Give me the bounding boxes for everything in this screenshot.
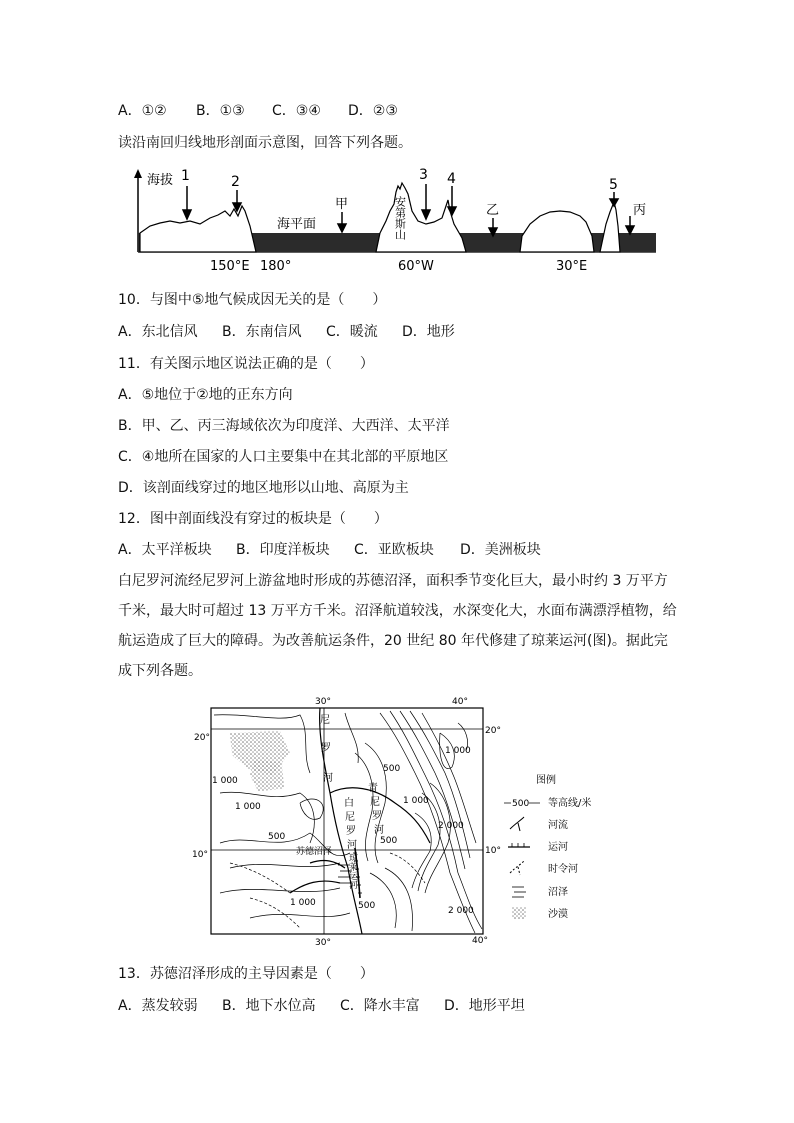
andes-label: 安第斯山 [393, 196, 407, 240]
point-label-2: 2 [231, 174, 240, 190]
q12-option-a: A．太平洋板块 [118, 542, 212, 558]
x-tick-30e: 30°E [556, 259, 588, 274]
x-tick-150e: 150°E [210, 259, 250, 274]
swamp-label: 苏德沼泽 [296, 847, 333, 857]
terrain-profile-figure [130, 166, 658, 278]
svg-text:河: 河 [374, 825, 384, 836]
q13-options [118, 996, 525, 1016]
lat-10-left: 10° [192, 850, 208, 860]
lat-20-left: 20° [194, 733, 210, 743]
sudd-map-figure [190, 693, 610, 947]
legend-swamp: 沼泽 [548, 887, 568, 898]
q9-option-a: A．①② [118, 103, 167, 119]
q9-options [118, 101, 398, 121]
point-label-5: 5 [609, 177, 618, 193]
swamp-legend-icon [512, 887, 526, 897]
q13-option-b: B．地下水位高 [222, 998, 316, 1014]
q11-option-c: C．④地所在国家的人口主要集中在其北部的平原地区 [118, 449, 449, 465]
seasonal-river-legend-icon [510, 861, 524, 875]
q11-option-d: D．该剖面线穿过的地区地形以山地、高原为主 [118, 480, 409, 496]
q13-option-a: A．蒸发较弱 [118, 998, 198, 1014]
x-tick-180: 180° [260, 259, 292, 274]
ocean-label-yi: 乙 [486, 203, 500, 218]
q13-stem: 13．苏德沼泽形成的主导因素是（ ） [118, 966, 374, 982]
svg-text:罗: 罗 [346, 826, 356, 837]
legend-seasonal-river: 时令河 [548, 864, 578, 875]
contour-label: 1 000 [212, 776, 238, 786]
point-label-1: 1 [181, 168, 190, 184]
sudd-map-svg [190, 693, 610, 947]
contour-label: 500 [383, 764, 401, 774]
q9-option-d: D．②③ [348, 103, 398, 119]
contour-label: 2 000 [438, 821, 464, 831]
q10-option-d: D．地形 [402, 324, 455, 340]
legend-desert: 沙漠 [548, 909, 568, 920]
desert-legend-icon [512, 907, 526, 919]
q11-option-b: B．甲、乙、丙三海域依次为印度洋、大西洋、太平洋 [118, 418, 450, 434]
contour-label: 500 [268, 832, 286, 842]
svg-text:尼: 尼 [320, 715, 330, 726]
canal-label: 琼莱运河 [347, 853, 357, 889]
q11-stem: 11．有关图示地区说法正确的是（ ） [118, 356, 374, 372]
map-legend [504, 773, 591, 920]
q12-options [118, 540, 541, 560]
svg-text:河: 河 [347, 840, 357, 851]
lon-30-bottom: 30° [315, 938, 331, 947]
q9-option-b: B．①③ [196, 103, 245, 119]
x-tick-60w: 60°W [398, 259, 434, 274]
point-label-3: 3 [419, 167, 428, 183]
madagascar-profile [600, 202, 620, 252]
legend-canal: 运河 [548, 842, 568, 853]
svg-text:白: 白 [344, 798, 354, 809]
svg-text:尼: 尼 [370, 797, 380, 808]
q10-option-a: A．东北信风 [118, 324, 198, 340]
svg-text:尼: 尼 [345, 812, 355, 823]
legend-contour: 等高线/米 [548, 798, 592, 809]
africa-profile [520, 211, 594, 252]
svg-text:罗: 罗 [372, 811, 382, 822]
section2-intro: 白尼罗河流经尼罗河上游盆地时形成的苏德沼泽，面积季节变化巨大，最小时约 3 万平方千米，最大时可超过 13 万平方千米。沼泽航道较浅，水深变化大，水面布满漂浮植物，给航运造成了巨大的障碍。为改善航运条件，20 世纪 80 年代修建了琼莱运河(图)。据此完成下列各题。 [118, 573, 677, 679]
legend-river: 河流 [548, 820, 568, 831]
australia-profile [140, 206, 256, 252]
q10-stem: 10．与图中⑤地气候成因无关的是（ ） [118, 292, 387, 308]
q12-option-c: C．亚欧板块 [354, 542, 434, 558]
point-label-4: 4 [447, 171, 456, 187]
section1-intro: 读沿南回归线地形剖面示意图，回答下列各题。 [118, 135, 412, 151]
svg-text:河: 河 [323, 773, 333, 784]
lon-40-bottom: 40° [472, 936, 488, 946]
lat-20-right: 20° [485, 726, 501, 736]
sea-level-label: 海平面 [277, 217, 317, 232]
q12-option-b: B．印度洋板块 [236, 542, 330, 558]
river-legend-icon [510, 817, 524, 831]
ocean-label-bing: 丙 [633, 203, 647, 218]
q10-option-c: C．暖流 [326, 324, 378, 340]
ocean-label-jia: 甲 [335, 197, 349, 212]
q10-options [118, 322, 455, 342]
legend-contour-value: 500 [512, 799, 530, 809]
contour-label: 500 [358, 901, 376, 911]
y-axis-label: 海拔 [147, 173, 174, 188]
contour-label: 1 000 [403, 796, 429, 806]
contour-label: 500 [380, 836, 398, 846]
terrain-profile-svg [130, 166, 658, 278]
contour-label: 2 000 [448, 906, 474, 916]
svg-text:罗: 罗 [321, 743, 331, 754]
contour-label: 1 000 [235, 802, 261, 812]
lat-10-right: 10° [485, 846, 501, 856]
contour-label: 1 000 [290, 898, 316, 908]
lon-30-top: 30° [315, 697, 331, 707]
q13-option-c: C．降水丰富 [340, 998, 420, 1014]
svg-text:青: 青 [368, 783, 378, 794]
q10-option-b: B．东南信风 [222, 324, 302, 340]
q13-option-d: D．地形平坦 [444, 998, 525, 1014]
q12-stem: 12．图中剖面线没有穿过的板块是（ ） [118, 511, 388, 527]
contour-label: 1 000 [445, 746, 471, 756]
q9-option-c: C．③④ [272, 103, 321, 119]
legend-title: 图例 [536, 775, 556, 786]
q12-option-d: D．美洲板块 [460, 542, 541, 558]
q11-option-a: A．⑤地位于②地的正东方向 [118, 387, 293, 403]
lon-40-top: 40° [452, 697, 468, 707]
